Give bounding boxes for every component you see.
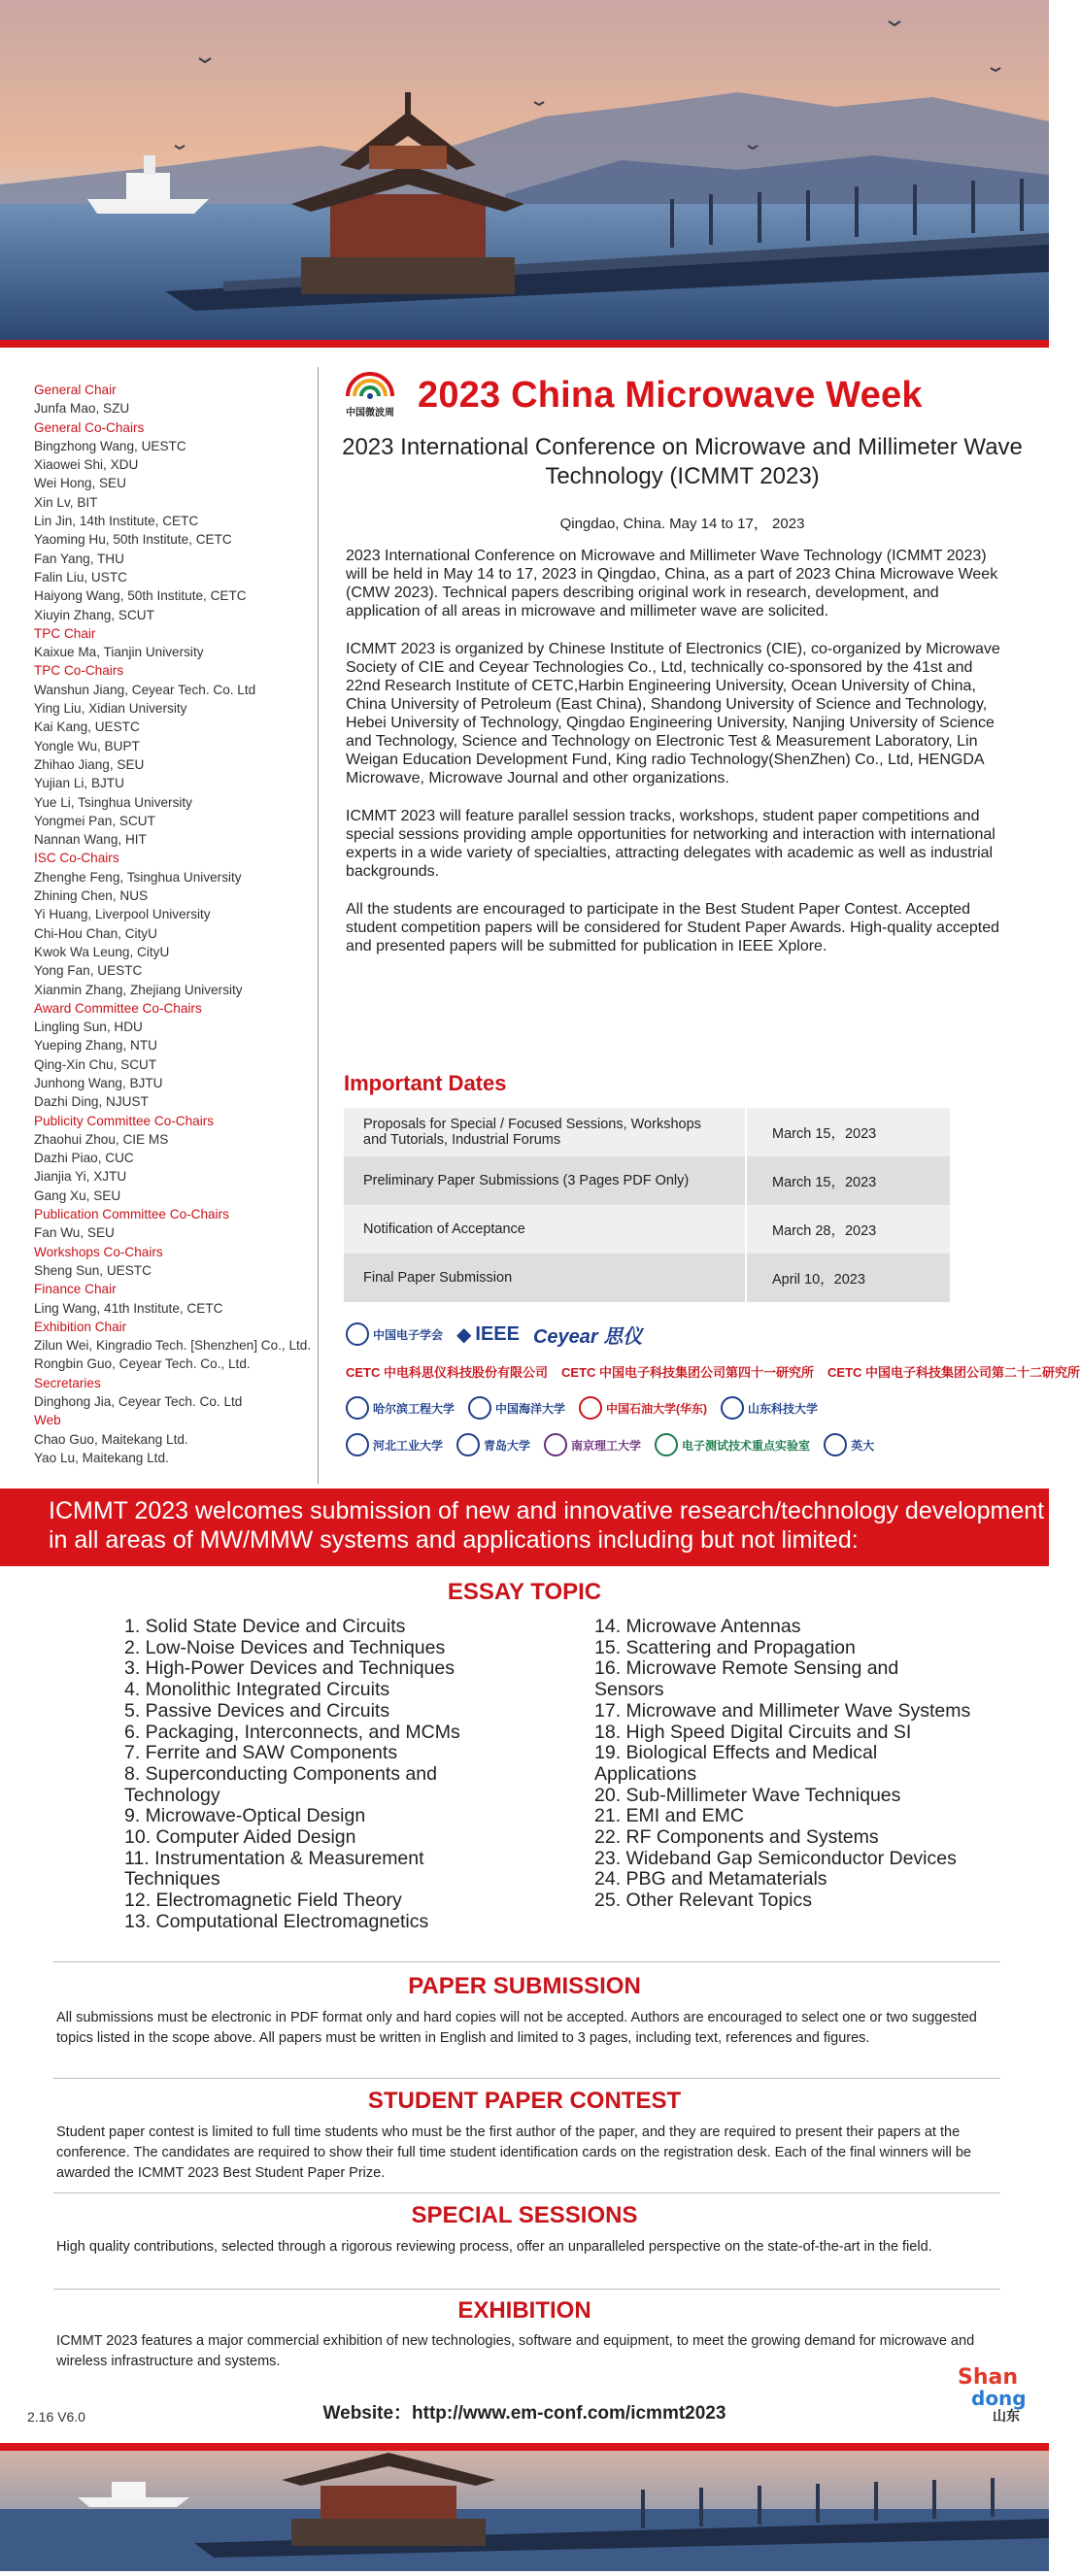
date-item: Preliminary Paper Submissions (3 Pages PDF Only): [344, 1156, 746, 1205]
role-publication-committee-co-chairs: Publication Committee Co-Chairs: [34, 1207, 229, 1222]
svg-text:dong: dong: [971, 2387, 1027, 2410]
topic-list-right: [594, 1617, 973, 1912]
member: Dazhi Ding, NJUST: [34, 1094, 149, 1110]
member: Kai Kang, UESTC: [34, 719, 140, 735]
sponsor-logo-ceyear: Ceyear 思仪: [532, 1325, 643, 1348]
seal-icon: [824, 1433, 847, 1456]
list-item: 4. Monolithic Integrated Circuits: [124, 1679, 390, 1701]
topic-list-left: [124, 1617, 503, 1933]
sponsor-name: 英大: [851, 1438, 875, 1453]
role-isc-co-chairs: ISC Co-Chairs: [34, 851, 119, 866]
seal-icon: [579, 1396, 602, 1420]
member: Ling Wang, 41th Institute, CETC: [34, 1300, 223, 1316]
member: Kaixue Ma, Tianjin University: [34, 645, 204, 660]
member: Yao Lu, Maitekang Ltd.: [34, 1450, 169, 1465]
date-item: Final Paper Submission: [344, 1254, 746, 1302]
member: Dinghong Jia, Ceyear Tech. Co. Ltd: [34, 1394, 243, 1410]
list-item: 10. Computer Aided Design: [124, 1826, 356, 1849]
date-item: Notification of Acceptance: [344, 1205, 746, 1254]
date-value: March 28，2023: [746, 1205, 950, 1254]
list-item: 9. Microwave-Optical Design: [124, 1805, 366, 1827]
list-item: 22. RF Components and Systems: [594, 1826, 879, 1849]
list-item: 11. Instrumentation & Measurement Techniques: [124, 1847, 424, 1890]
list-item: 7. Ferrite and SAW Components: [124, 1742, 398, 1764]
sponsor-name: 中国海洋大学: [495, 1401, 566, 1416]
list-item: 5. Passive Devices and Circuits: [124, 1699, 390, 1722]
role-secretaries: Secretaries: [34, 1375, 101, 1390]
list-item: 24. PBG and Metamaterials: [594, 1868, 827, 1890]
student-contest-text: Student paper contest is limited to full time students who must be the first author of the paper, and they are required to present their papers at the conference. The candidates are required to show their full time student identification cards on the registration desk. Each of the final winners will be awarded the ICMMT 2023 Best Student Paper Prize.: [56, 2124, 971, 2181]
table-row: [344, 1156, 950, 1205]
version-label: 2.16 V6.0: [27, 2409, 85, 2425]
intro-paragraph: ICMMT 2023 will feature parallel session tracks, workshops, student paper competitions and special sessions providing ample opportunities for networking and interaction with international experts in a wide variety of specialties, attracting delegates with academic as well as industrial backgrounds.: [346, 808, 996, 880]
role-award-committee-co-chairs: Award Committee Co-Chairs: [34, 1000, 202, 1016]
sponsor-logo: [346, 1322, 443, 1346]
member: Wei Hong, SEU: [34, 476, 126, 491]
intro-paragraph: All the students are encouraged to participate in the Best Student Paper Contest. Accepted student competition papers will be considered for Student Paper Awards. High-quality accepted and presented papers will be submitted for publication in IEEE Xplore.: [346, 901, 999, 954]
member: Zhihao Jiang, SEU: [34, 756, 145, 772]
special-sessions-heading: SPECIAL SESSIONS: [411, 2202, 638, 2228]
role-publicity-committee-co-chairs: Publicity Committee Co-Chairs: [34, 1113, 215, 1128]
paper-submission-text: All submissions must be electronic in PDF format only and hard copies will not be accepted. Authors are encouraged to select one or two suggested topics listed in the scope above. All papers must be written in English and limited to 3 pages, including text, references and figures.: [56, 2010, 977, 2046]
sponsor-logo: [655, 1433, 810, 1456]
list-item: 17. Microwave and Millimeter Wave Systems: [594, 1699, 971, 1722]
list-item: 21. EMI and EMC: [594, 1805, 744, 1827]
seal-icon: [468, 1396, 491, 1420]
svg-text:Shan: Shan: [958, 2365, 1019, 2390]
seal-icon: [456, 1433, 480, 1456]
sponsor-name: 南京理工大学: [571, 1438, 642, 1453]
member: Xianmin Zhang, Zhejiang University: [34, 982, 243, 997]
member: Fan Wu, SEU: [34, 1225, 115, 1241]
member: Zhenghe Feng, Tsinghua University: [34, 869, 242, 885]
sponsor-name: IEEE: [475, 1322, 520, 1345]
role-general-co-chairs: General Co-Chairs: [34, 419, 145, 435]
list-item: 8. Superconducting Components and Technology: [124, 1762, 437, 1806]
member: Lingling Sun, HDU: [34, 1020, 143, 1035]
member: Zhining Chen, NUS: [34, 888, 149, 904]
sponsor-logo: [346, 1396, 455, 1420]
member: Yi Huang, Liverpool University: [34, 907, 211, 922]
list-item: 16. Microwave Remote Sensing and Sensors: [594, 1657, 899, 1701]
date-item: Proposals for Special / Focused Sessions, Workshops and Tutorials, Industrial Forums: [344, 1108, 746, 1156]
member: Chao Guo, Maitekang Ltd.: [34, 1431, 188, 1447]
member: Qing-Xin Chu, SCUT: [34, 1056, 157, 1072]
sponsor-logo: [824, 1433, 874, 1456]
sponsor-logos: [346, 1316, 1080, 1463]
role-web: Web: [34, 1413, 61, 1428]
section-divider: [53, 1961, 1000, 1962]
student-contest-heading: STUDENT PAPER CONTEST: [367, 2088, 682, 2114]
seal-icon: [346, 1433, 369, 1456]
member: Yong Fan, UESTC: [34, 963, 143, 979]
sponsor-logo: [468, 1396, 565, 1420]
member: Junhong Wang, BJTU: [34, 1075, 163, 1090]
member: Yujian Li, BJTU: [34, 776, 124, 791]
top-red-strip: [0, 340, 1049, 348]
sponsor-name: 中国电子学会: [373, 1327, 444, 1342]
member: Bingzhong Wang, UESTC: [34, 438, 186, 453]
bottom-red-strip: [0, 2443, 1049, 2451]
table-row: [344, 1108, 950, 1156]
emblem-icon: [346, 1322, 369, 1346]
member: Yueping Zhang, NTU: [34, 1038, 157, 1054]
member: Xin Lv, BIT: [34, 494, 98, 510]
special-sessions-text: High quality contributions, selected through a rigorous reviewing process, offer an unparalleled perspective on the state-of-the-art in the field.: [56, 2239, 932, 2255]
table-row: [344, 1254, 950, 1302]
exhibition-text: ICMMT 2023 features a major commercial exhibition of new technologies, software and equipment, to meet the growing demand for microwave and wireless infrastructure and systems.: [56, 2333, 975, 2369]
member: Fan Yang, THU: [34, 551, 124, 566]
list-item: 2. Low-Noise Devices and Techniques: [124, 1636, 446, 1658]
intro-paragraph: 2023 International Conference on Microwave and Millimeter Wave Technology (ICMMT 2023) will be held in May 14 to 17, 2023 in Qingdao, China, as a part of 2023 China Microwave Week (CMW 2023). Technical papers describing original work in research, development, and application of all areas in microwave and millimeter wave are solicited.: [346, 548, 998, 619]
sponsor-name: 中国石油大学(华东): [606, 1401, 708, 1416]
member: Zilun Wei, Kingradio Tech. [Shenzhen] Co., Ltd.: [34, 1338, 312, 1354]
list-item: 13. Computational Electromagnetics: [124, 1910, 429, 1932]
place-date: Qingdao, China. May 14 to 17， 2023: [559, 516, 805, 532]
essay-topic-heading: ESSAY TOPIC: [447, 1579, 602, 1605]
sponsor-logo-ieee: [456, 1322, 520, 1347]
sponsor-logo: [346, 1433, 443, 1456]
column-divider: [318, 367, 319, 1484]
member: Gang Xu, SEU: [34, 1188, 121, 1203]
member: Junfa Mao, SZU: [34, 401, 130, 417]
list-item: 18. High Speed Digital Circuits and SI: [594, 1721, 912, 1743]
table-row: [344, 1205, 950, 1254]
date-value: March 15，2023: [746, 1156, 950, 1205]
seal-icon: [721, 1396, 744, 1420]
sponsor-row: [346, 1353, 1080, 1389]
member: Jianjia Yi, XJTU: [34, 1169, 127, 1185]
sponsor-name: 青岛大学: [484, 1438, 531, 1453]
cmw-logo: [342, 359, 398, 427]
role-exhibition-chair: Exhibition Chair: [34, 1319, 127, 1334]
intro-text: [346, 547, 1006, 975]
list-item: 14. Microwave Antennas: [594, 1616, 801, 1637]
section-divider: [53, 2078, 1000, 2079]
sponsor-name: 电子测试技术重点实验室: [682, 1438, 811, 1453]
member: Kwok Wa Leung, CityU: [34, 944, 170, 959]
important-dates-heading: Important Dates: [344, 1071, 507, 1095]
member: Rongbin Guo, Ceyear Tech. Co., Ltd.: [34, 1356, 251, 1372]
footer-photo: [0, 2451, 1049, 2571]
intro-paragraph: ICMMT 2023 is organized by Chinese Institute of Electronics (CIE), co-organized by Microwave Society of CIE and Ceyear Technologies Co., Ltd, technically co-sponsored by the 41st and 22nd Research Institute of CETC,Harbin Engineering University, Ocean University of China, China University of Petroleum (East China), Shandong University of Science and Technology, Hebei University of Technology, Qingdao Engineering University, Nanjing University of Science and Technology, Science and Technology on Electronic Test & Measurement Laboratory, Lin Weigan Education Development Fund, King radio Technology(ShenZhen) Co., Ltd, HENGDA Microwave, Microwave Journal and other organizations.: [346, 641, 1000, 786]
paper-submission-heading: PAPER SUBMISSION: [408, 1973, 641, 1999]
sponsor-logo-cetc: CETC 中国电子科技集团公司第四十一研究所: [561, 1364, 815, 1380]
member: Yue Li, Tsinghua University: [34, 794, 192, 810]
diamond-icon: ◆: [456, 1323, 472, 1346]
role-tpc-co-chairs: TPC Co-Chairs: [34, 663, 124, 679]
member: Yongle Wu, BUPT: [34, 738, 140, 753]
role-finance-chair: Finance Chair: [34, 1282, 117, 1297]
list-item: 23. Wideband Gap Semiconductor Devices: [594, 1847, 957, 1869]
member: Sheng Sun, UESTC: [34, 1262, 152, 1278]
list-item: 1. Solid State Device and Circuits: [124, 1616, 406, 1637]
sponsor-logo: [721, 1396, 818, 1420]
svg-text:山东: 山东: [993, 2409, 1020, 2425]
website-link[interactable]: Website：http://www.em-conf.com/icmmt2023: [322, 2403, 726, 2424]
sponsor-row: [346, 1426, 1006, 1463]
sponsor-logo: [456, 1433, 530, 1456]
sponsor-logo: [544, 1433, 641, 1456]
sponsor-logo-cetc: CETC 中电科思仪科技股份有限公司: [346, 1364, 549, 1380]
list-item: 3. High-Power Devices and Techniques: [124, 1657, 455, 1680]
sponsor-name: 山东科技大学: [748, 1401, 819, 1416]
sponsor-name: 河北工业大学: [373, 1438, 444, 1453]
member: Ying Liu, Xidian University: [34, 701, 187, 717]
sponsor-logo-cetc: CETC 中国电子科技集团公司第二十二研究所: [827, 1364, 1080, 1380]
conference-subtitle: 2023 International Conference on Microwave and Millimeter Wave Technology (ICMMT 2023): [342, 434, 1023, 489]
role-tpc-chair: TPC Chair: [34, 625, 96, 641]
member: Nannan Wang, HIT: [34, 832, 147, 848]
sponsor-row: [346, 1389, 1006, 1426]
member: Chi-Hou Chan, CityU: [34, 925, 157, 941]
member: Lin Jin, 14th Institute, CETC: [34, 514, 199, 529]
member: Wanshun Jiang, Ceyear Tech. Co. Ltd: [34, 682, 256, 697]
exhibition-heading: EXHIBITION: [457, 2297, 591, 2324]
member: Zhaohui Zhou, CIE MS: [34, 1131, 169, 1147]
member: Yongmei Pan, SCUT: [34, 813, 155, 828]
member: Xiaowei Shi, XDU: [34, 457, 139, 473]
date-value: March 15，2023: [746, 1108, 950, 1156]
role-general-chair: General Chair: [34, 383, 117, 397]
list-item: 25. Other Relevant Topics: [594, 1890, 813, 1912]
member: Xiuyin Zhang, SCUT: [34, 607, 154, 622]
important-dates-table: [344, 1108, 950, 1302]
list-item: 15. Scattering and Propagation: [594, 1636, 856, 1658]
role-workshops-co-chairs: Workshops Co-Chairs: [34, 1244, 163, 1259]
member: Yaoming Hu, 50th Institute, CETC: [34, 532, 232, 548]
section-divider: [53, 2192, 1000, 2193]
call-for-papers-banner: ICMMT 2023 welcomes submission of new and innovative research/technology development in all areas of MW/MMW systems and applications including but not limited:: [0, 1489, 1049, 1566]
seal-icon: [544, 1433, 567, 1456]
section-divider: [53, 2289, 1000, 2290]
member: Dazhi Piao, CUC: [34, 1151, 134, 1166]
sponsor-row: [346, 1316, 1006, 1353]
seal-icon: [346, 1396, 369, 1420]
list-item: 12. Electromagnetic Field Theory: [124, 1890, 402, 1912]
logo-caption: 中国微波周: [346, 408, 394, 418]
member: Falin Liu, USTC: [34, 569, 127, 585]
lab-icon: [655, 1433, 678, 1456]
shandong-logo: [954, 2355, 1035, 2423]
page-title: 2023 China Microwave Week: [418, 375, 923, 416]
sponsor-logo: [579, 1396, 707, 1420]
organizing-committee: [34, 381, 325, 1467]
list-item: 20. Sub-Millimeter Wave Techniques: [594, 1784, 901, 1806]
list-item: 6. Packaging, Interconnects, and MCMs: [124, 1721, 460, 1743]
date-value: April 10，2023: [746, 1254, 950, 1302]
list-item: 19. Biological Effects and Medical Applications: [594, 1742, 878, 1785]
sponsor-name: 哈尔滨工程大学: [373, 1401, 456, 1416]
header-photo: [0, 0, 1049, 340]
member: Haiyong Wang, 50th Institute, CETC: [34, 588, 247, 604]
